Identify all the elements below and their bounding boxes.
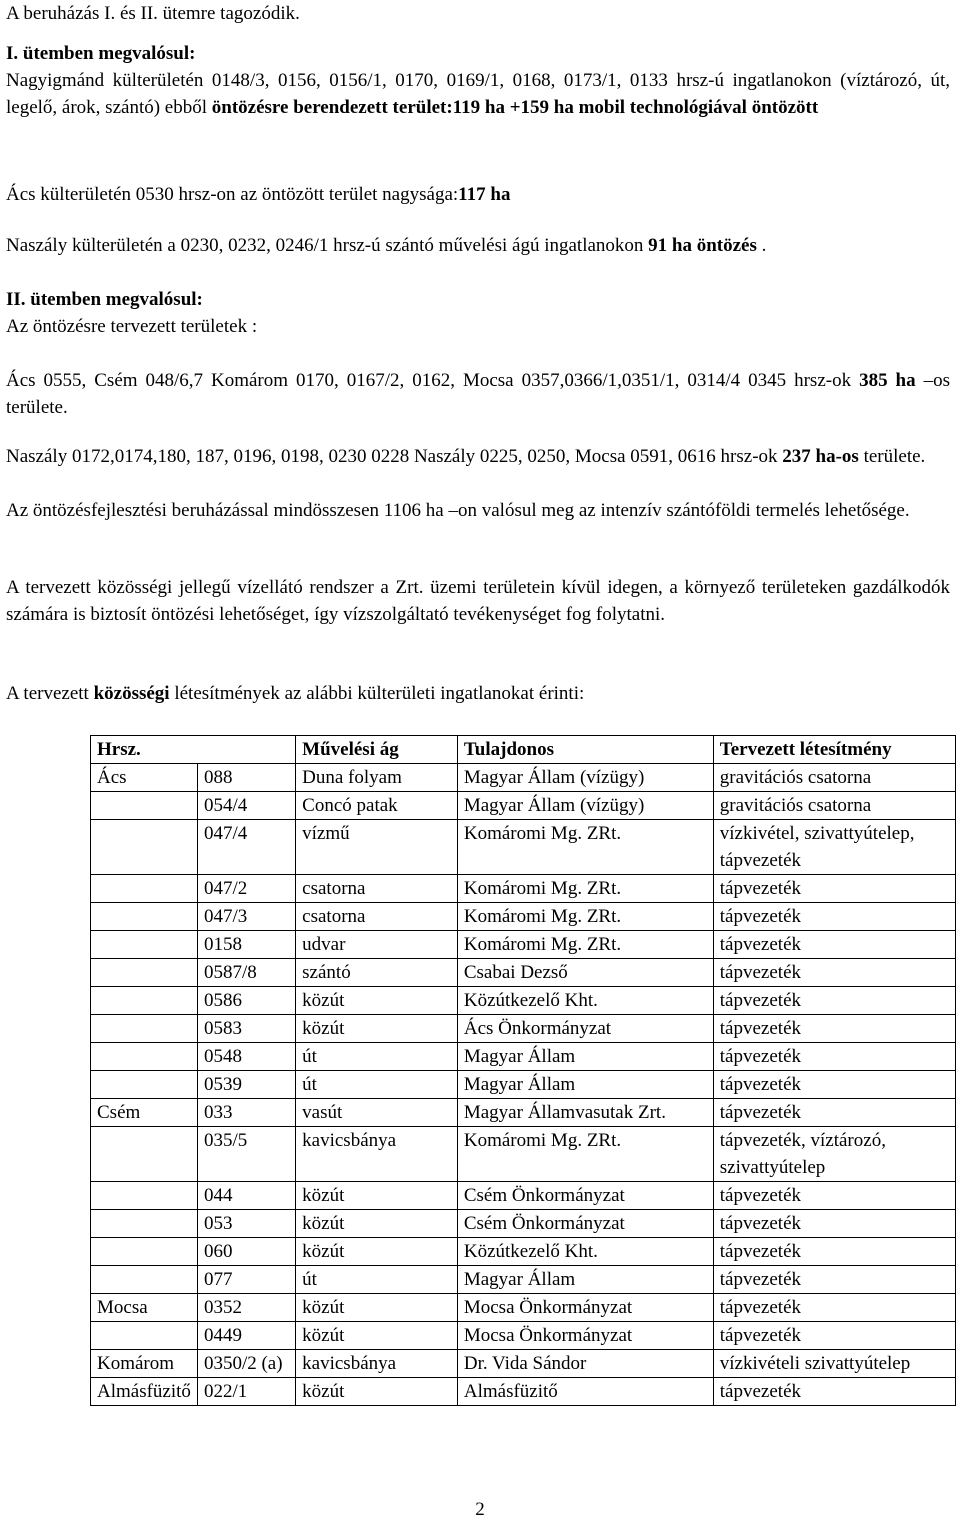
table-row xyxy=(91,987,956,1015)
table-row xyxy=(91,1210,956,1238)
table-row xyxy=(91,1238,956,1266)
cell-letesitmeny: tápvezeték xyxy=(713,1043,955,1071)
cell-letesitmeny: tápvezeték xyxy=(713,1071,955,1099)
cell-town xyxy=(91,1071,198,1099)
cell-letesitmeny: tápvezeték xyxy=(713,1182,955,1210)
cell-hrsz: 0158 xyxy=(197,931,295,959)
cell-tulajdonos: Csabai Dezső xyxy=(457,959,713,987)
cell-town xyxy=(91,987,198,1015)
cell-town xyxy=(91,1266,198,1294)
cell-town: Ács xyxy=(91,764,198,792)
table-row xyxy=(91,1043,956,1071)
cell-town xyxy=(91,792,198,820)
cell-hrsz: 047/4 xyxy=(197,820,295,875)
cell-tulajdonos: Mocsa Önkormányzat xyxy=(457,1322,713,1350)
cell-tulajdonos: Magyar Állam (vízügy) xyxy=(457,764,713,792)
cell-muvelesi-ag: közút xyxy=(296,987,458,1015)
table-row xyxy=(91,820,956,875)
stage2-p2-text: Naszály 0172,0174,180, 187, 0196, 0198, 0230 0228 Naszály 0225, 0250, Mocsa 0591, 0616 hrsz-ok xyxy=(6,446,783,467)
cell-muvelesi-ag: közút xyxy=(296,1210,458,1238)
header-tulajdonos: Tulajdonos xyxy=(457,736,713,764)
cell-letesitmeny: vízkivétel, szivattyútelep, tápvezeték xyxy=(713,820,955,875)
cell-muvelesi-ag: közút xyxy=(296,1182,458,1210)
cell-tulajdonos: Komáromi Mg. ZRt. xyxy=(457,1127,713,1182)
stage1-p3-bold: 91 ha öntözés xyxy=(648,235,757,256)
table-row xyxy=(91,1099,956,1127)
cell-muvelesi-ag: vízmű xyxy=(296,820,458,875)
cell-letesitmeny: tápvezeték xyxy=(713,1294,955,1322)
cell-town xyxy=(91,1127,198,1182)
cell-town: Komárom xyxy=(91,1350,198,1378)
cell-tulajdonos: Komáromi Mg. ZRt. xyxy=(457,875,713,903)
table-intro xyxy=(6,680,950,707)
cell-hrsz: 022/1 xyxy=(197,1378,295,1406)
cell-muvelesi-ag: út xyxy=(296,1043,458,1071)
table-row xyxy=(91,931,956,959)
table-row xyxy=(91,1294,956,1322)
table-row xyxy=(91,1266,956,1294)
cell-town xyxy=(91,1015,198,1043)
cell-town xyxy=(91,1210,198,1238)
cell-muvelesi-ag: Duna folyam xyxy=(296,764,458,792)
stage2-p2-bold: 237 ha-os xyxy=(782,446,859,467)
table-row xyxy=(91,764,956,792)
cell-letesitmeny: gravitációs csatorna xyxy=(713,764,955,792)
cell-hrsz: 077 xyxy=(197,1266,295,1294)
cell-hrsz: 033 xyxy=(197,1099,295,1127)
cell-hrsz: 0350/2 (a) xyxy=(197,1350,295,1378)
community-paragraph: A tervezett közösségi jellegű vízellátó rendszer a Zrt. üzemi területein kívül idegen, a környező területeken gazdálkodók számára is biztosít öntözési lehetőséget, így vízszolgáltató tevékenységet fog folytatni. xyxy=(6,577,950,625)
cell-hrsz: 054/4 xyxy=(197,792,295,820)
cell-tulajdonos: Csém Önkormányzat xyxy=(457,1182,713,1210)
stage1-p1-text: Nagyigmánd külterületén 0148/3, 0156, 0156/1, 0170, 0169/1, 0168, 0173/1, 0133 hrsz-ú ingatlanokon (víztározó, út, legelő, árok, szántó) ebből xyxy=(6,70,950,118)
cell-hrsz: 0583 xyxy=(197,1015,295,1043)
table-row xyxy=(91,792,956,820)
cell-letesitmeny: tápvezeték xyxy=(713,875,955,903)
cell-muvelesi-ag: Concó patak xyxy=(296,792,458,820)
cell-tulajdonos: Közútkezelő Kht. xyxy=(457,987,713,1015)
table-row xyxy=(91,1378,956,1406)
cell-letesitmeny: tápvezeték xyxy=(713,1238,955,1266)
stage1-heading-text: I. ütemben megvalósul: xyxy=(6,43,196,64)
cell-letesitmeny: tápvezeték, víztározó, szivattyútelep xyxy=(713,1127,955,1182)
cell-hrsz: 044 xyxy=(197,1182,295,1210)
cell-tulajdonos: Komáromi Mg. ZRt. xyxy=(457,903,713,931)
stage1-p1-bold: öntözésre berendezett terület:119 ha +159 ha mobil technológiával öntözött xyxy=(211,97,819,118)
cell-hrsz: 060 xyxy=(197,1238,295,1266)
cell-town xyxy=(91,903,198,931)
cell-tulajdonos: Csém Önkormányzat xyxy=(457,1210,713,1238)
table-intro-bold: közösségi xyxy=(93,683,170,704)
cell-town xyxy=(91,1238,198,1266)
parcel-table xyxy=(90,735,956,1406)
table-row xyxy=(91,959,956,987)
cell-muvelesi-ag: út xyxy=(296,1071,458,1099)
cell-letesitmeny: gravitációs csatorna xyxy=(713,792,955,820)
cell-tulajdonos: Komáromi Mg. ZRt. xyxy=(457,931,713,959)
cell-muvelesi-ag: udvar xyxy=(296,931,458,959)
cell-tulajdonos: Magyar Állam xyxy=(457,1266,713,1294)
cell-muvelesi-ag: út xyxy=(296,1266,458,1294)
stage2-paragraph-1 xyxy=(6,367,950,421)
cell-hrsz: 0539 xyxy=(197,1071,295,1099)
stage1-p3-tail: . xyxy=(756,235,767,256)
cell-letesitmeny: tápvezeték xyxy=(713,1378,955,1406)
stage2-p1-bold: 385 ha xyxy=(859,370,916,391)
header-hrsz: Hrsz. xyxy=(91,736,296,764)
cell-muvelesi-ag: közút xyxy=(296,1238,458,1266)
cell-muvelesi-ag: kavicsbánya xyxy=(296,1127,458,1182)
stage1-p2-bold: 117 ha xyxy=(458,184,511,205)
table-row xyxy=(91,1015,956,1043)
cell-letesitmeny: tápvezeték xyxy=(713,903,955,931)
cell-tulajdonos: Magyar Állam xyxy=(457,1043,713,1071)
table-row xyxy=(91,1182,956,1210)
cell-letesitmeny: tápvezeték xyxy=(713,1015,955,1043)
stage1-p3-text: Naszály külterületén a 0230, 0232, 0246/1 hrsz-ú szántó művelési ágú ingatlanokon xyxy=(6,235,649,256)
cell-tulajdonos: Komáromi Mg. ZRt. xyxy=(457,820,713,875)
stage2-p1-text: Ács 0555, Csém 048/6,7 Komárom 0170, 0167/2, 0162, Mocsa 0357,0366/1,0351/1, 0314/4 0345 hrsz-ok xyxy=(6,370,860,391)
header-tervezett-letesitmeny: Tervezett létesítmény xyxy=(713,736,955,764)
cell-hrsz: 053 xyxy=(197,1210,295,1238)
table-header-row xyxy=(91,736,956,764)
cell-hrsz: 088 xyxy=(197,764,295,792)
cell-town xyxy=(91,820,198,875)
cell-town xyxy=(91,875,198,903)
cell-hrsz: 047/3 xyxy=(197,903,295,931)
cell-letesitmeny: tápvezeték xyxy=(713,931,955,959)
cell-town: Almásfüzitő xyxy=(91,1378,198,1406)
table-row xyxy=(91,1071,956,1099)
cell-town: Mocsa xyxy=(91,1294,198,1322)
cell-town xyxy=(91,1182,198,1210)
cell-tulajdonos: Magyar Állam (vízügy) xyxy=(457,792,713,820)
cell-hrsz: 047/2 xyxy=(197,875,295,903)
cell-tulajdonos: Közútkezelő Kht. xyxy=(457,1238,713,1266)
stage2-heading-text: II. ütemben megvalósul: xyxy=(6,289,203,310)
intro-line: A beruházás I. és II. ütemre tagozódik. xyxy=(6,3,300,24)
stage2-paragraph-2 xyxy=(6,443,950,470)
cell-muvelesi-ag: csatorna xyxy=(296,903,458,931)
cell-letesitmeny: vízkivételi szivattyútelep xyxy=(713,1350,955,1378)
cell-hrsz: 0352 xyxy=(197,1294,295,1322)
stage2-heading xyxy=(6,286,950,313)
stage1-heading xyxy=(6,40,950,67)
table-row xyxy=(91,875,956,903)
stage1-paragraph-naszaly xyxy=(6,232,950,259)
cell-town xyxy=(91,931,198,959)
table-row xyxy=(91,903,956,931)
cell-town xyxy=(91,1043,198,1071)
cell-muvelesi-ag: szántó xyxy=(296,959,458,987)
table-row xyxy=(91,1322,956,1350)
cell-letesitmeny: tápvezeték xyxy=(713,987,955,1015)
stage2-intro: Az öntözésre tervezett területek : xyxy=(6,316,258,337)
cell-hrsz: 0587/8 xyxy=(197,959,295,987)
cell-letesitmeny: tápvezeték xyxy=(713,1210,955,1238)
stage2-paragraph-3: Az öntözésfejlesztési beruházással mindösszesen 1106 ha –on valósul meg az intenzív szántóföldi termelés lehetősége. xyxy=(6,500,910,521)
header-muvelesi-ag: Művelési ág xyxy=(296,736,458,764)
cell-tulajdonos: Magyar Államvasutak Zrt. xyxy=(457,1099,713,1127)
cell-muvelesi-ag: közút xyxy=(296,1378,458,1406)
stage2-p2-tail: területe. xyxy=(858,446,926,467)
cell-letesitmeny: tápvezeték xyxy=(713,1266,955,1294)
cell-hrsz: 035/5 xyxy=(197,1127,295,1182)
cell-town xyxy=(91,959,198,987)
stage2-p1-tail: –os területe. xyxy=(6,370,950,418)
cell-tulajdonos: Ács Önkormányzat xyxy=(457,1015,713,1043)
cell-tulajdonos: Almásfüzitő xyxy=(457,1378,713,1406)
table-intro-c: létesítmények az alábbi külterületi ingatlanokat érinti: xyxy=(169,683,585,704)
cell-muvelesi-ag: közút xyxy=(296,1294,458,1322)
cell-town: Csém xyxy=(91,1099,198,1127)
table-row xyxy=(91,1350,956,1378)
cell-muvelesi-ag: közút xyxy=(296,1015,458,1043)
cell-letesitmeny: tápvezeték xyxy=(713,959,955,987)
cell-tulajdonos: Dr. Vida Sándor xyxy=(457,1350,713,1378)
cell-letesitmeny: tápvezeték xyxy=(713,1322,955,1350)
stage1-p2-text: Ács külterületén 0530 hrsz-on az öntözött terület nagysága: xyxy=(6,184,459,205)
cell-tulajdonos: Mocsa Önkormányzat xyxy=(457,1294,713,1322)
table-row xyxy=(91,1127,956,1182)
cell-muvelesi-ag: vasút xyxy=(296,1099,458,1127)
cell-hrsz: 0449 xyxy=(197,1322,295,1350)
cell-muvelesi-ag: csatorna xyxy=(296,875,458,903)
cell-hrsz: 0548 xyxy=(197,1043,295,1071)
cell-town xyxy=(91,1322,198,1350)
cell-hrsz: 0586 xyxy=(197,987,295,1015)
cell-tulajdonos: Magyar Állam xyxy=(457,1071,713,1099)
cell-muvelesi-ag: közút xyxy=(296,1322,458,1350)
cell-letesitmeny: tápvezeték xyxy=(713,1099,955,1127)
cell-muvelesi-ag: kavicsbánya xyxy=(296,1350,458,1378)
stage1-paragraph-nagyigmand xyxy=(6,67,950,121)
table-intro-a: A tervezett xyxy=(6,683,94,704)
stage1-paragraph-acs xyxy=(6,181,950,208)
page-number: 2 xyxy=(475,1499,485,1520)
